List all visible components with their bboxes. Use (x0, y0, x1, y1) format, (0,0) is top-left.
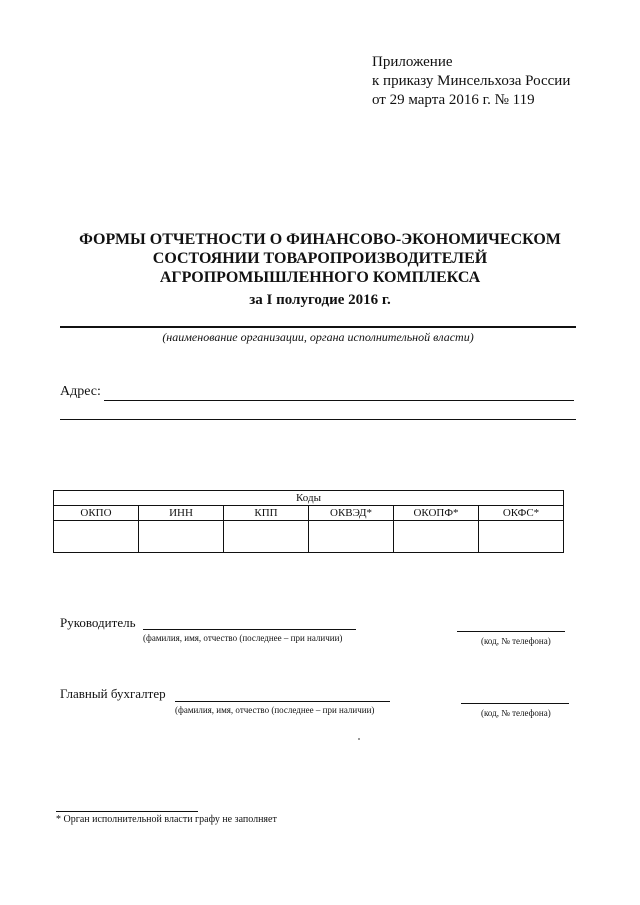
accountant-name-hint: (фамилия, имя, отчество (последнее – при наличии) (175, 705, 375, 715)
okpo-value-cell[interactable] (54, 521, 139, 553)
appendix-line-3: от 29 марта 2016 г. № 119 (372, 92, 535, 108)
head-label: Руководитель (60, 615, 136, 630)
inn-value-cell[interactable] (139, 521, 224, 553)
accountant-name-field[interactable] (175, 701, 390, 702)
head-phone-hint: (код, № телефона) (481, 636, 551, 646)
title-line-1: ФОРМЫ ОТЧЕТНОСТИ О ФИНАНСОВО-ЭКОНОМИЧЕСКОМ (79, 231, 561, 248)
address-field-line-1[interactable] (104, 400, 574, 401)
codes-column-okfs: ОКФС* (479, 506, 564, 521)
appendix-block (372, 53, 570, 110)
kpp-value-cell[interactable] (224, 521, 309, 553)
document-title (40, 230, 600, 287)
head-phone-field[interactable] (457, 631, 565, 632)
codes-column-okopf: ОКОПФ* (394, 506, 479, 521)
okved-value-cell[interactable] (309, 521, 394, 553)
okfs-value-cell[interactable] (479, 521, 564, 553)
accountant-label: Главный бухгалтер (60, 686, 166, 701)
accountant-phone-hint: (код, № телефона) (481, 708, 551, 718)
codes-column-okved: ОКВЭД* (309, 506, 394, 521)
head-name-field[interactable] (143, 629, 356, 630)
okopf-value-cell[interactable] (394, 521, 479, 553)
codes-column-inn: ИНН (139, 506, 224, 521)
codes-table (53, 490, 564, 553)
report-period: за I полугодие 2016 г. (249, 292, 391, 308)
organization-name-field[interactable] (60, 326, 576, 328)
footnote-divider (56, 811, 198, 812)
footnote: * Орган исполнительной власти графу не заполняет (56, 814, 277, 825)
title-line-2: СОСТОЯНИИ ТОВАРОПРОИЗВОДИТЕЛЕЙ (152, 250, 488, 267)
accountant-phone-field[interactable] (461, 703, 569, 704)
codes-column-okpo: ОКПО (54, 506, 139, 521)
scan-speck (358, 738, 360, 740)
appendix-line-2: к приказу Минсельхоза России (372, 73, 571, 89)
organization-name-hint: (наименование организации, органа исполнительной власти) (162, 330, 474, 344)
address-field-line-2[interactable] (60, 419, 576, 420)
codes-header: Коды (54, 491, 564, 506)
appendix-line-1: Приложение (372, 54, 453, 70)
title-line-3: АГРОПРОМЫШЛЕННОГО КОМПЛЕКСА (159, 269, 481, 286)
head-name-hint: (фамилия, имя, отчество (последнее – при наличии) (143, 633, 343, 643)
address-label: Адрес: (60, 384, 101, 399)
codes-column-kpp: КПП (224, 506, 309, 521)
